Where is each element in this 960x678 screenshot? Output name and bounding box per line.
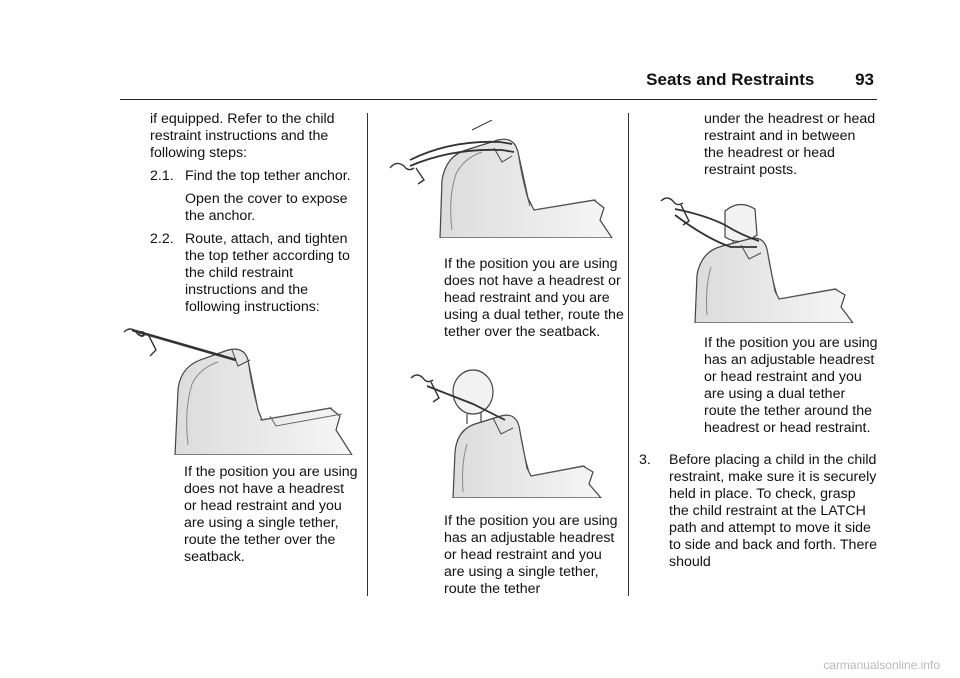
caption-text: If the position you are using does not have a headrest or head restraint and you are using a single tether, route the tether over the seatback. [184, 464, 358, 565]
step-text: Before placing a child in the child restraint, make sure it is securely held in place. To check, grasp the child restraint at the LATCH path and attempt to move it side to side and back and forth. There should [669, 452, 877, 570]
step-number: 2.1. [150, 168, 174, 184]
caption-dual-tether-adjustable-headrest [704, 335, 879, 443]
caption-text: If the position you are using has an adjustable headrest or head restraint and you are using a dual tether route the tether around the headrest or head restraint. [704, 335, 878, 436]
caption-single-tether-adjustable-headrest [444, 513, 624, 604]
figure-dual-tether-no-headrest [380, 120, 615, 238]
page-number: 93 [855, 70, 874, 89]
step-number: 3. [639, 452, 651, 468]
figure-dual-tether-adjustable-headrest [655, 195, 855, 323]
caption-single-tether-no-headrest [184, 464, 359, 572]
continued-text: under the headrest or head restraint and in between the headrest or head restraint posts. [704, 111, 876, 178]
step-3-item [639, 452, 879, 571]
caption-dual-tether-no-headrest [444, 256, 624, 347]
column-divider-1 [367, 113, 368, 596]
figure-single-tether-adjustable-headrest [405, 368, 605, 498]
step-text: Find the top tether anchor. [185, 168, 351, 184]
step-detail: Open the cover to expose the anchor. [185, 191, 348, 224]
header-rule [120, 99, 877, 100]
intro-text: if equipped. Refer to the child restraint instructions and the following steps: [150, 111, 335, 161]
column-1 [150, 111, 360, 322]
step-2-2 [150, 231, 360, 316]
column-divider-2 [628, 113, 629, 596]
step-text: Route, attach, and tighten the top tether according to the child restraint instructions and the following instructions: [185, 231, 350, 315]
step-2-1 [150, 168, 360, 185]
step-number: 2.2. [150, 231, 174, 247]
page-header [0, 70, 874, 90]
figure-single-tether-no-headrest [120, 320, 355, 455]
caption-text: If the position you are using has an adjustable headrest or head restraint and you are using a single tether, route the tether [444, 513, 618, 597]
continued-text-block [704, 111, 879, 185]
watermark: carmanualsonline.info [823, 658, 940, 672]
step-3 [639, 452, 879, 577]
caption-text: If the position you are using does not have a headrest or head restraint and you are using a dual tether, route the tether over the seatback. [444, 256, 624, 340]
section-title: Seats and Restraints [646, 70, 815, 89]
